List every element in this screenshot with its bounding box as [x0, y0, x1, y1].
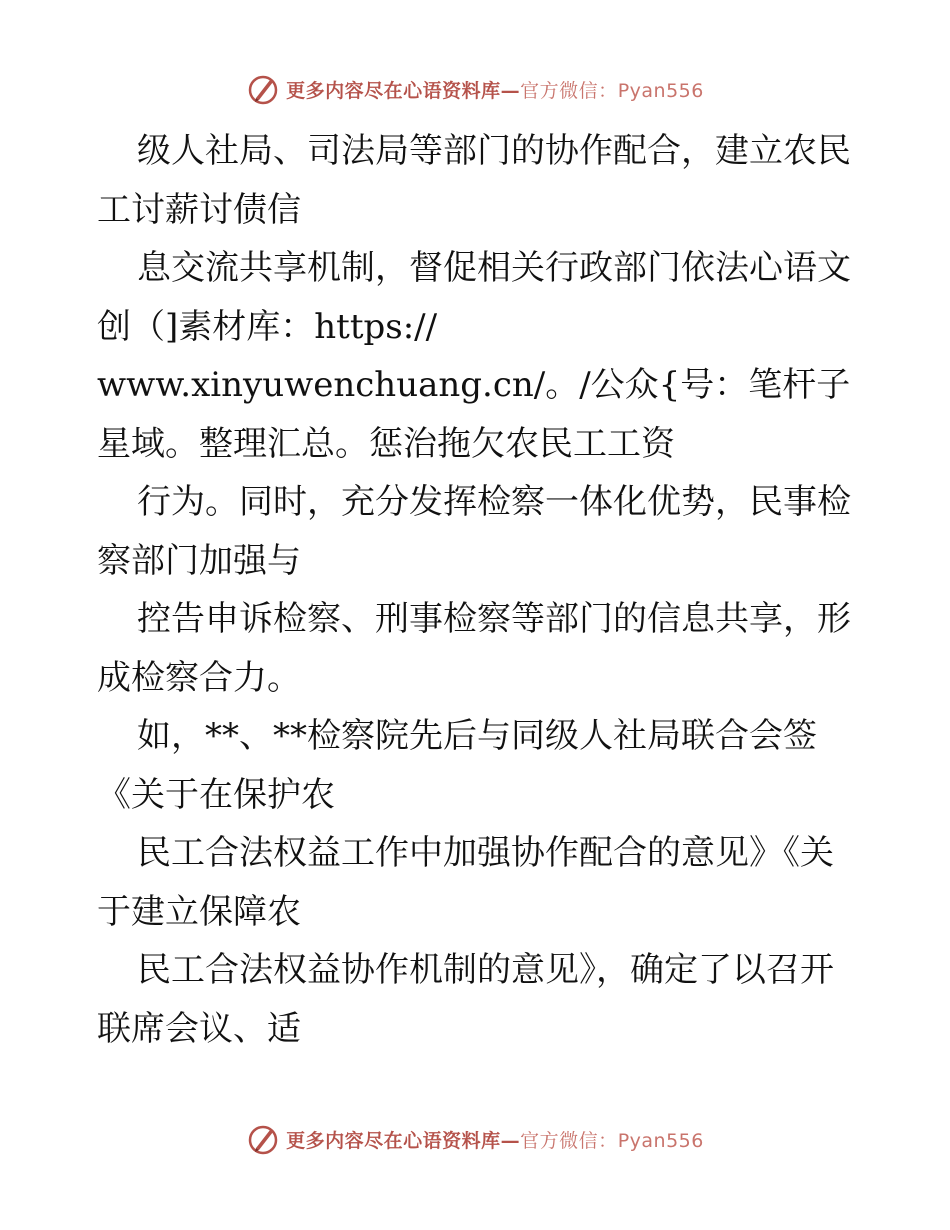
document-body	[97, 122, 857, 1058]
paragraph-4: 行为。同时，充分发挥检察一体化优势，民事检察部门加强与	[97, 482, 851, 581]
footer-brand: 更多内容尽在心语资料库	[286, 1129, 501, 1152]
header-wechat-id: Pyan556	[617, 79, 704, 102]
header-banner	[0, 72, 950, 106]
paragraph-1: 级人社局、司法局等部门的协作配合，建立农民工讨薪讨债信	[97, 131, 851, 230]
footer-dash: —	[500, 1129, 521, 1152]
header-brand: 更多内容尽在心语资料库	[286, 79, 501, 102]
paragraph-5: 控告申诉检察、刑事检察等部门的信息共享，形成检察合力。	[97, 599, 851, 698]
paragraph-7: 民工合法权益工作中加强协作配合的意见》《关于建立保障农	[97, 833, 834, 932]
pen-logo-icon	[246, 1122, 280, 1156]
footer-banner-text	[286, 1126, 704, 1153]
paragraph-2: 息交流共享机制，督促相关行政部门依法心语文创（]素材库：https://	[97, 248, 851, 347]
header-banner-text	[286, 76, 704, 103]
pen-logo-icon	[246, 72, 280, 106]
header-wechat-label: 官方微信：	[520, 79, 618, 102]
paragraph-6: 如，**、**检察院先后与同级人社局联合会签《关于在保护农	[97, 716, 817, 815]
footer-banner	[0, 1122, 950, 1156]
header-dash: —	[500, 79, 521, 102]
paragraph-8: 民工合法权益协作机制的意见》，确定了以召开联席会议、适	[97, 950, 834, 1049]
footer-wechat-id: Pyan556	[617, 1129, 704, 1152]
paragraph-3: www.xinyuwenchuang.cn/。/公众{号：笔杆子星域。整理汇总。惩治拖欠农民工工资	[97, 365, 851, 464]
footer-wechat-label: 官方微信：	[520, 1129, 618, 1152]
